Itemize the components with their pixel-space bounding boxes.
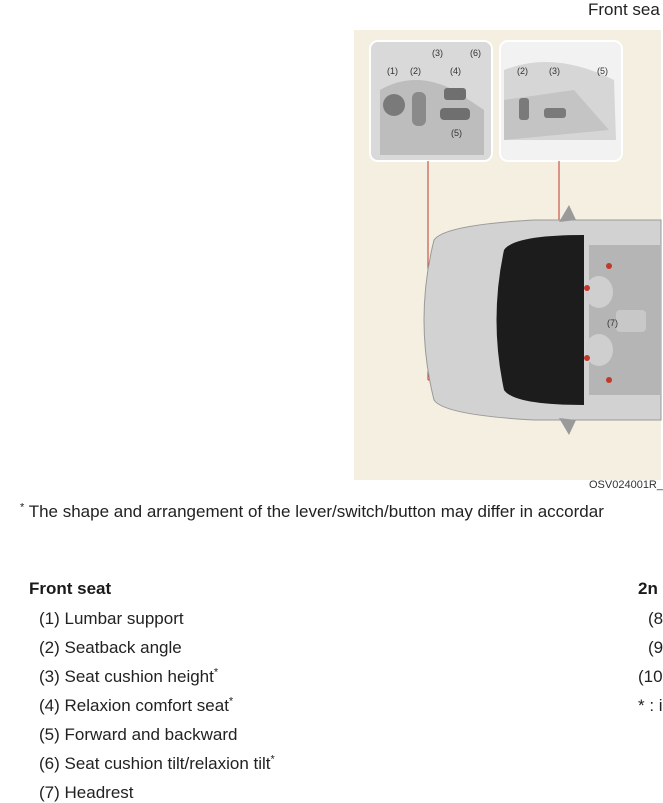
- list-item: (1) Lumbar support: [39, 609, 184, 628]
- list-item: (6) Seat cushion tilt/relaxion tilt*: [39, 753, 275, 773]
- list-item: (7) Headrest: [39, 783, 134, 802]
- list-item: (8: [648, 609, 663, 628]
- figure-code: OSV024001R_: [589, 479, 663, 491]
- second-row-heading: 2n: [638, 579, 658, 598]
- list-item: (3) Seat cushion height*: [39, 666, 219, 686]
- list-item: (4) Relaxion comfort seat*: [39, 695, 234, 715]
- list-item: (5) Forward and backward: [39, 725, 238, 744]
- seat-controls-illustration: [354, 30, 661, 480]
- section-title: Front sea: [588, 0, 660, 19]
- svg-text:(4): (4): [450, 66, 461, 76]
- list-item: (9: [648, 638, 663, 657]
- svg-text:(3): (3): [432, 48, 443, 58]
- list-item: * : i: [638, 696, 663, 715]
- svg-text:(6): (6): [470, 48, 481, 58]
- footnote-text: The shape and arrangement of the lever/switch/button may differ in accordar: [24, 502, 604, 521]
- footnote: [20, 502, 604, 522]
- svg-text:(5): (5): [451, 128, 462, 138]
- svg-text:(2): (2): [517, 66, 528, 76]
- car-seat-diagram: [354, 30, 661, 480]
- callout-headrest: (7): [607, 318, 618, 328]
- svg-text:(3): (3): [549, 66, 560, 76]
- front-seat-heading: Front seat: [29, 579, 112, 598]
- footnote-star: *: [20, 501, 25, 514]
- svg-text:(1): (1): [387, 66, 398, 76]
- svg-text:(2): (2): [410, 66, 421, 76]
- list-item: (2) Seatback angle: [39, 638, 182, 657]
- svg-text:(5): (5): [597, 66, 608, 76]
- list-item: (10: [638, 667, 663, 686]
